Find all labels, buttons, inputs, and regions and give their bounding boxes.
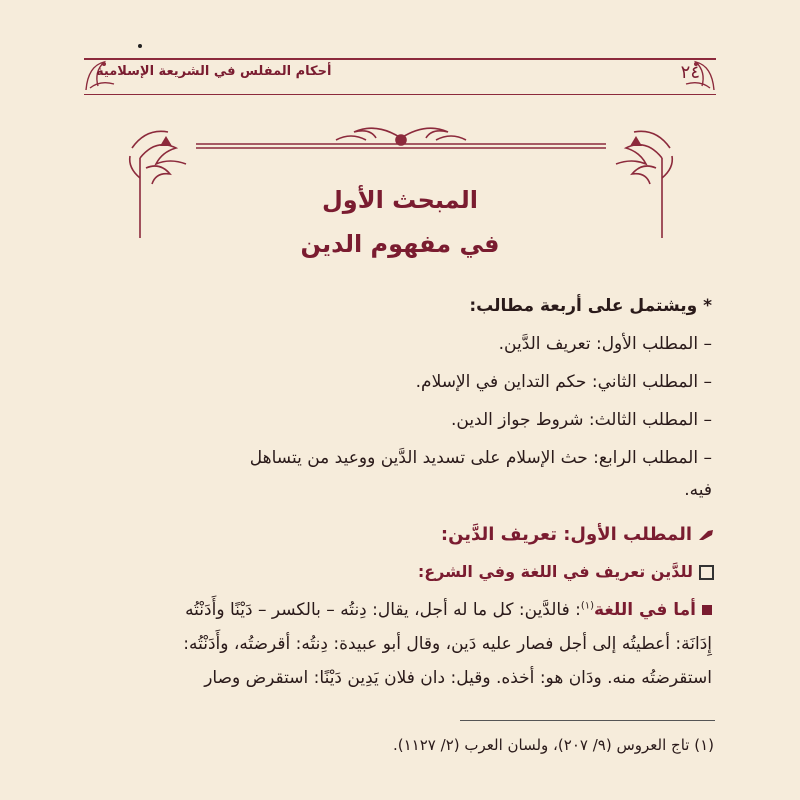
subheading (418, 562, 714, 581)
intro-item-2: – المطلب الثاني: حكم التداين في الإسلام. (415, 372, 712, 392)
footnote-rule (460, 720, 715, 721)
checkbox-square-icon (699, 565, 714, 580)
subheading-text: للدَّين تعريف في اللغة وفي الشرع: (417, 562, 693, 581)
definition-line-2: إِدَانَة: أعطيتُه إلى أجل فصار عليه دَين، وقال أبو عبيدة: دِنتُه: أقرضتُه، وأَدَنْتُه: (183, 634, 712, 654)
section-heading (441, 524, 714, 545)
footnote-ref: (١) (580, 600, 595, 612)
chapter-title: المبحث الأول (321, 186, 479, 214)
definition-line-1 (72, 600, 712, 620)
quill-icon (698, 529, 714, 541)
chapter-frame-ornament-icon (126, 118, 676, 248)
intro-item-4-continuation: فيه. (684, 480, 712, 500)
intro-lead: * ويشتمل على أربعة مطالب: (469, 296, 712, 316)
definition-line-3: استقرضتُه منه. ودَان هو: أخذه. وقيل: دان فلان يَدِين دَيْنًا: استقرض وصار (204, 668, 712, 688)
page-number: ٢٤ (680, 62, 700, 83)
footnote: (١) تاج العروس (٩/ ٢٠٧)، ولسان العرب (٢/ ١١٢٧). (393, 736, 714, 754)
running-title: أحكام المفلس في الشريعة الإسلامية (96, 64, 332, 79)
intro-item-3: – المطلب الثالث: شروط جواز الدين. (450, 410, 712, 430)
bullet-square-icon (702, 605, 712, 615)
lang-label: أما في اللغة (594, 600, 696, 620)
section-heading-text: المطلب الأول: تعريف الدَّين: (440, 524, 692, 545)
definition-line-1-rest: : فالدَّين: كل ما له أجل، يقال: دِنتُه – بالكسر – دَيْنًا وأَدَنْتُه (185, 600, 581, 620)
ink-dot (138, 44, 142, 48)
intro-item-4: – المطلب الرابع: حث الإسلام على تسديد الدَّين ووعيد من يتساهل (249, 448, 712, 468)
intro-item-1: – المطلب الأول: تعريف الدَّين. (498, 334, 712, 354)
chapter-subtitle: في مفهوم الدين (300, 230, 500, 258)
